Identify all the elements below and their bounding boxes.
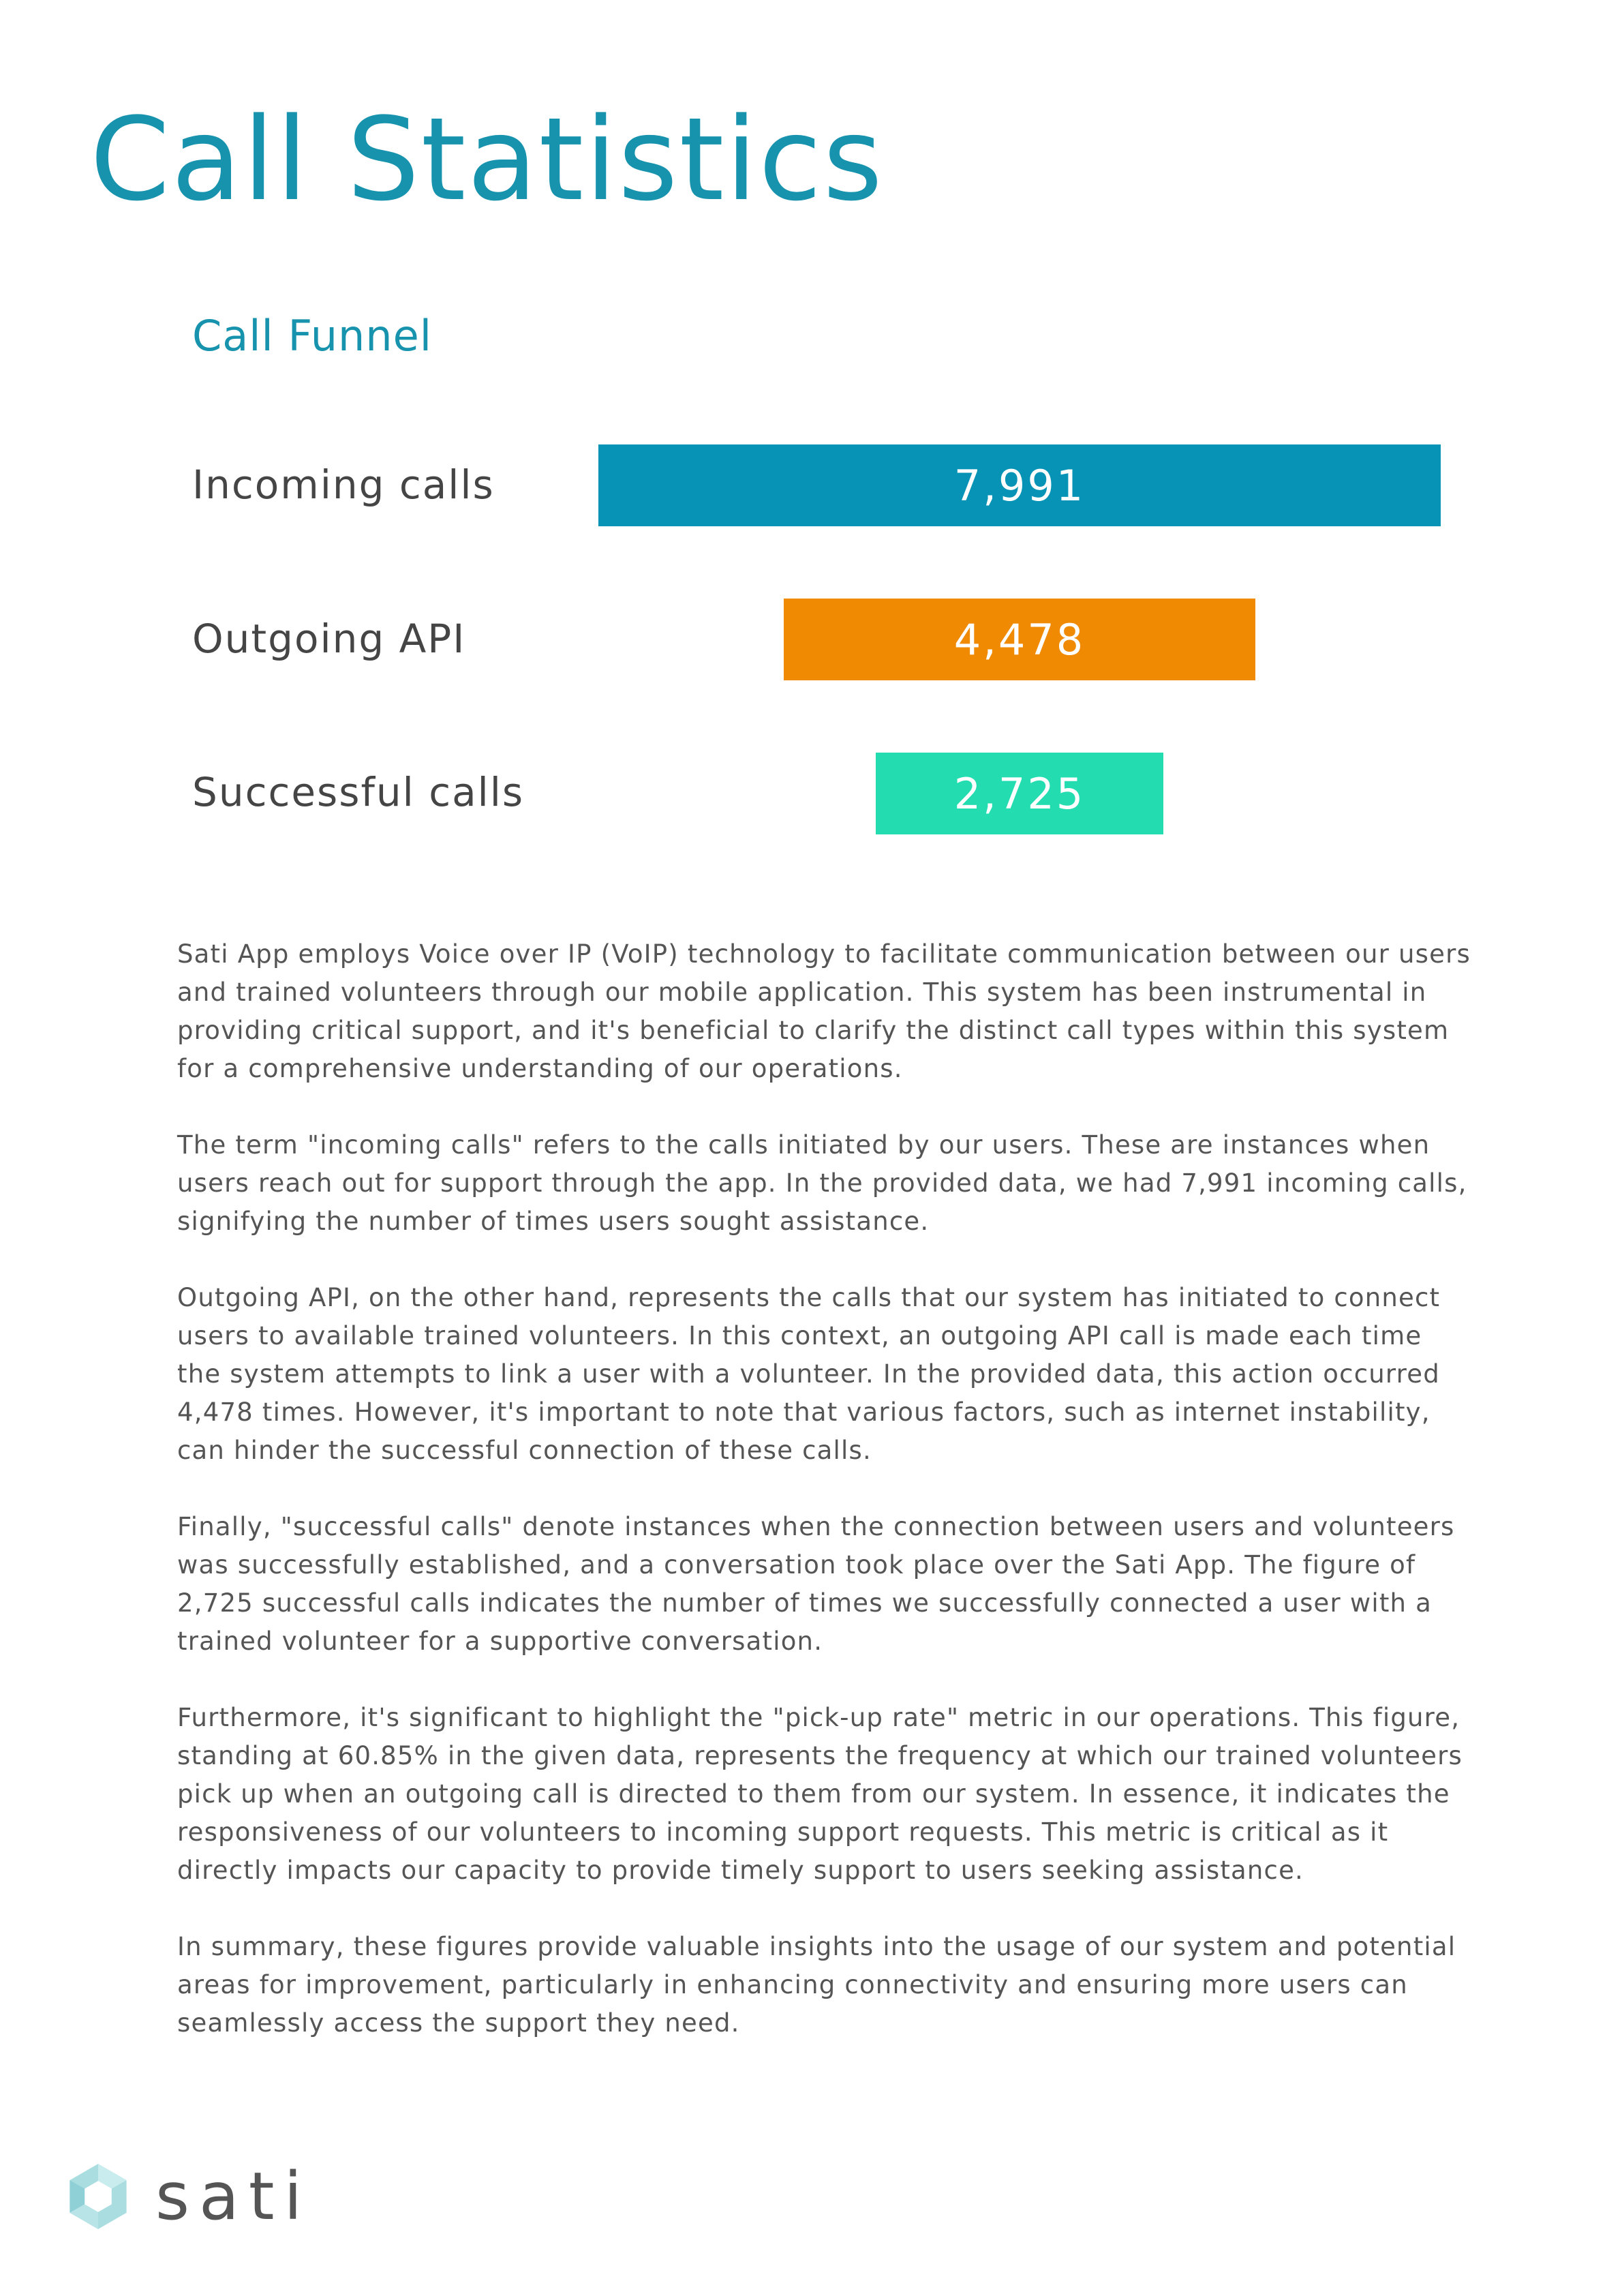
brand-name: sati [155, 2158, 312, 2235]
body-text [177, 935, 1472, 2042]
paragraph-outgoing-api: Outgoing API, on the other hand, represents the calls that our system has initiated to connect users to available trained volunteers. In this context, an outgoing API call is made each time the system attempts to link a user with a volunteer. In the provided data, this action occurred 4,478 times. However, it's important to note that various factors, such as internet instability, can hinder the successful connection of these calls. [177, 1283, 1441, 1465]
page-title: Call Statistics [90, 93, 884, 226]
paragraph-incoming-calls: The term "incoming calls" refers to the calls initiated by our users. These are instances when users reach out for support through the app. In the provided data, we had 7,991 incoming calls, signifying the number of times users sought assistance. [177, 1130, 1467, 1236]
funnel-bar-incoming: 7,991 [598, 444, 1441, 526]
paragraph-pick-up-rate: Furthermore, it's significant to highlight the "pick-up rate" metric in our operations. This figure, standing at 60.85% in the given data, represents the frequency at which our trained volunteers pick up when an outgoing call is directed to them from our system. In essence, it indicates the responsiveness of our volunteers to incoming support requests. This metric is critical as it directly impacts our capacity to provide timely support to users seeking assistance. [177, 1703, 1463, 1885]
paragraph-intro: Sati App employs Voice over IP (VoIP) technology to facilitate communication between our users and trained volunteers through our mobile application. This system has been instrumental in providing critical support, and it's beneficial to clarify the distinct call types within this system for a comprehensive understanding of our operations. [177, 939, 1471, 1083]
paragraph-successful-calls: Finally, "successful calls" denote instances when the connection between users and volunteers was successfully established, and a conversation took place over the Sati App. The figure of 2,725 successful calls indicates the number of times we successfully connected a user with a trained volunteer for a supportive conversation. [177, 1512, 1455, 1656]
funnel-title: Call Funnel [192, 311, 432, 361]
funnel-bar-successful: 2,725 [876, 753, 1163, 834]
funnel-bar-outgoing-api: 4,478 [784, 599, 1256, 680]
funnel-label-incoming: Incoming calls [192, 462, 495, 508]
funnel-label-successful: Successful calls [192, 769, 525, 815]
paragraph-summary: In summary, these figures provide valuable insights into the usage of our system and potential areas for improvement, particularly in enhancing connectivity and ensuring more users can seamlessly access the support they need. [177, 1932, 1456, 2038]
brand-footer [63, 2158, 312, 2235]
sati-logo-icon [63, 2161, 134, 2232]
funnel-label-outgoing-api: Outgoing API [192, 616, 466, 662]
